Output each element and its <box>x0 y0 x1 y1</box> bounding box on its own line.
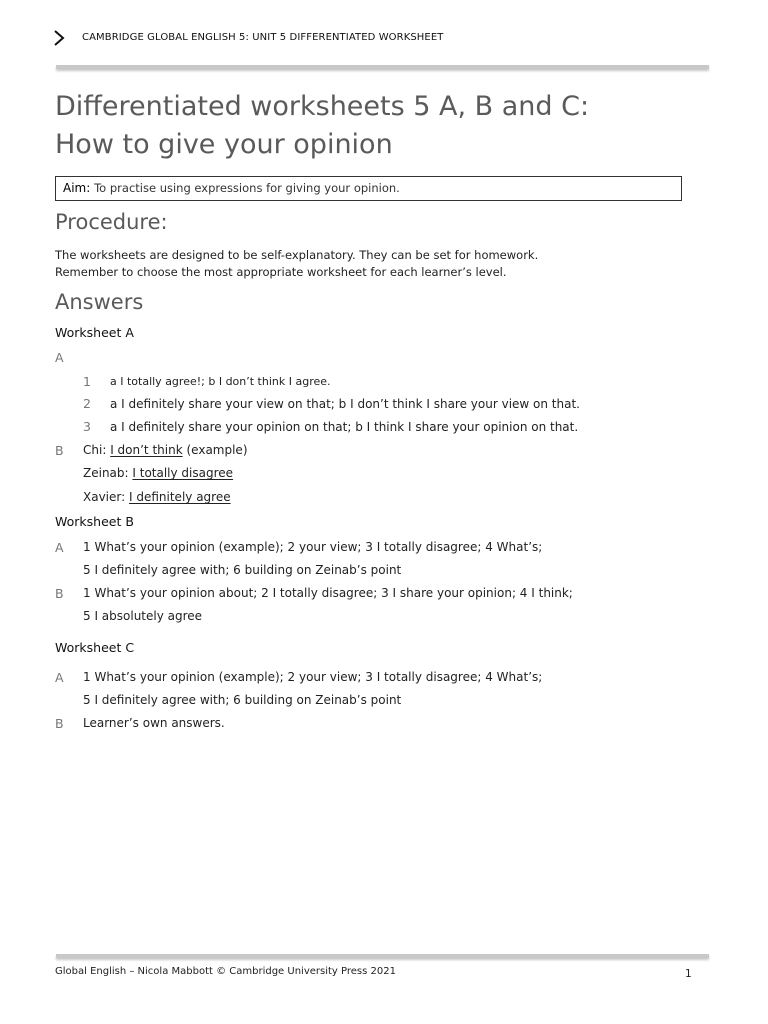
procedure-line-2: Remember to choose the most appropriate worksheet for each learner’s level. <box>55 265 507 279</box>
page-title-line-2: How to give your opinion <box>55 129 393 160</box>
header-rule <box>56 65 709 69</box>
dialogue-line <box>83 443 248 457</box>
answer-line: 5 I definitely agree with; 6 building on Zeinab’s point <box>83 563 402 577</box>
speaker-name: Zeinab: <box>83 466 129 480</box>
worksheet-a-section-b-label: B <box>55 443 64 458</box>
underlined-answer: I don’t think <box>110 443 183 457</box>
item-number: 1 <box>83 374 91 389</box>
worksheet-c-section-b-label: B <box>55 716 64 731</box>
answer-line: 5 I absolutely agree <box>83 609 203 623</box>
answer-note: (example) <box>186 443 248 457</box>
answer-line: 1 What’s your opinion about; 2 I totally disagree; 3 I share your opinion; 4 I think; <box>83 586 573 600</box>
answer-line: 5 I definitely agree with; 6 building on Zeinab’s point <box>83 693 402 707</box>
answer-line: Learner’s own answers. <box>83 716 225 730</box>
answer-line: a I definitely share your opinion on that; b I think I share your opinion on that. <box>110 420 579 434</box>
item-number: 3 <box>83 419 91 434</box>
answer-line: a I totally agree!; b I don’t think I agree. <box>110 375 331 388</box>
aim-box <box>55 176 682 201</box>
page-title <box>55 88 589 164</box>
page-number: 1 <box>685 968 692 980</box>
item-number: 2 <box>83 396 91 411</box>
page-title-line-1: Differentiated worksheets 5 A, B and C: <box>55 91 590 122</box>
procedure-heading: Procedure: <box>55 210 168 234</box>
worksheet-a-section-a-label: A <box>55 350 64 365</box>
procedure-line-1: The worksheets are designed to be self-explanatory. They can be set for homework. <box>55 248 539 262</box>
aim-text <box>63 181 400 195</box>
running-header: CAMBRIDGE GLOBAL ENGLISH 5: UNIT 5 DIFFERENTIATED WORKSHEET <box>82 32 444 43</box>
answer-line: a I definitely share your view on that; b I don’t think I share your view on that. <box>110 397 580 411</box>
speaker-name: Chi: <box>83 443 107 457</box>
worksheet-b-section-a-label: A <box>55 540 64 555</box>
answers-heading: Answers <box>55 290 144 314</box>
dialogue-line <box>83 490 231 504</box>
worksheet-c-section-a-label: A <box>55 670 64 685</box>
worksheet-c-title: Worksheet C <box>55 640 135 655</box>
aim-description: To practise using expressions for giving your opinion. <box>94 181 400 195</box>
speaker-name: Xavier: <box>83 490 126 504</box>
aim-label: Aim: <box>63 181 91 195</box>
worksheet-b-section-b-label: B <box>55 586 64 601</box>
answer-line: 1 What’s your opinion (example); 2 your view; 3 I totally disagree; 4 What’s; <box>83 540 543 554</box>
worksheet-a-title: Worksheet A <box>55 325 134 340</box>
underlined-answer: I totally disagree <box>132 466 234 480</box>
worksheet-b-title: Worksheet B <box>55 514 134 529</box>
chevron-right-icon <box>52 28 66 48</box>
dialogue-line <box>83 466 233 480</box>
underlined-answer: I definitely agree <box>129 490 231 504</box>
footer-rule <box>56 954 709 958</box>
footer-credit: Global English – Nicola Mabbott © Cambridge University Press 2021 <box>55 966 396 977</box>
answer-line: 1 What’s your opinion (example); 2 your view; 3 I totally disagree; 4 What’s; <box>83 670 543 684</box>
